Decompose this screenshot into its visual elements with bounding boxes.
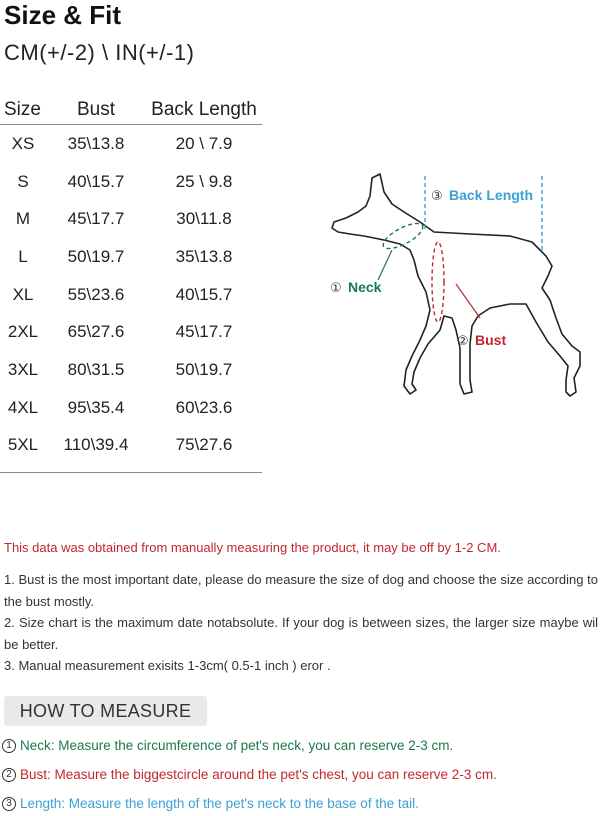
number-two-icon: 2: [2, 768, 16, 782]
bust-cell: 40\15.7: [67, 171, 125, 191]
note-item: 2. Size chart is the maximum date notabsolute. If your dog is between sizes, the larger size maybe wil be better.: [4, 615, 598, 652]
accuracy-warning: This data was obtained from manually measuring the product, it may be off by 1-2 CM.: [4, 540, 501, 555]
bust-cell: 110\39.4: [63, 435, 129, 455]
bust-cell: 35\13.8: [67, 133, 125, 153]
back-length-cell: 25 \ 9.8: [175, 171, 233, 191]
measure-length: [2, 796, 419, 811]
size-table-header: [0, 96, 262, 125]
bust-cell: 65\27.6: [67, 322, 125, 342]
measure-bust: [2, 767, 497, 782]
size-cell: M: [15, 209, 31, 229]
measure-neck: [2, 738, 453, 753]
table-row: [0, 125, 262, 163]
neck-label: Neck: [348, 279, 382, 295]
bust-cell: 50\19.7: [67, 246, 125, 266]
size-cell: 4XL: [7, 397, 39, 417]
number-one-icon: 1: [2, 739, 16, 753]
back-length-cell: 30\11.8: [176, 209, 232, 229]
back-length-label: Back Length: [449, 187, 534, 203]
note-item: 3. Manual measurement exisits 1-3cm( 0.5-1 inch ) eror .: [4, 658, 331, 673]
size-cell: 3XL: [7, 359, 39, 379]
units-subtitle: CM(+/-2) \ IN(+/-1): [4, 40, 195, 65]
neck-number: ①: [330, 281, 342, 296]
size-table-body: [0, 125, 262, 473]
back-length-cell: 35\13.8: [175, 246, 233, 266]
bust-cell: 95\35.4: [67, 397, 125, 417]
header-back-length: Back Length: [151, 99, 257, 120]
bust-cell: 55\23.6: [67, 284, 125, 304]
size-cell: 2XL: [7, 322, 39, 342]
size-cell: XS: [11, 133, 35, 153]
size-cell: L: [18, 246, 28, 266]
back-length-cell: 75\27.6: [175, 435, 233, 455]
table-row: [0, 276, 262, 314]
table-row: [0, 389, 262, 427]
size-cell: 5XL: [7, 435, 39, 455]
size-cell: XL: [12, 284, 34, 304]
back-length-number: ③: [431, 189, 443, 204]
neck-leader: [378, 250, 392, 280]
back-length-cell: 60\23.6: [175, 397, 233, 417]
measure-length-text: Length: Measure the length of the pet's neck to the base of the tail.: [20, 796, 419, 811]
header-size: Size: [4, 99, 41, 120]
bust-number: ②: [457, 334, 469, 349]
bust-label: Bust: [475, 332, 507, 348]
measure-neck-text: Neck: Measure the circumference of pet's neck, you can reserve 2-3 cm.: [20, 738, 454, 753]
table-row: [0, 313, 262, 351]
size-table: [0, 96, 262, 473]
table-row: [0, 351, 262, 389]
dog-measurement-diagram: [320, 160, 600, 410]
back-length-cell: 45\17.7: [175, 322, 233, 342]
back-length-cell: 20 \ 7.9: [175, 133, 233, 153]
size-cell: S: [17, 171, 29, 191]
notes-list: [4, 569, 598, 677]
table-row: [0, 200, 262, 238]
measure-bust-text: Bust: Measure the biggestcircle around the pet's chest, you can reserve 2-3 cm.: [20, 767, 497, 782]
note-item: 1. Bust is the most important date, please do measure the size of dog and choose the size according to the bust mostly.: [4, 572, 598, 609]
page-title: Size & Fit: [4, 0, 122, 30]
table-row: [0, 427, 262, 465]
how-to-measure-heading: HOW TO MEASURE: [4, 696, 207, 726]
number-three-icon: 3: [2, 797, 16, 811]
header-bust: Bust: [76, 99, 116, 120]
table-row: [0, 238, 262, 276]
bust-cell: 45\17.7: [67, 209, 125, 229]
back-length-cell: 40\15.7: [175, 284, 233, 304]
table-row: [0, 163, 262, 201]
back-length-cell: 50\19.7: [175, 359, 233, 379]
bust-cell: 80\31.5: [67, 359, 125, 379]
